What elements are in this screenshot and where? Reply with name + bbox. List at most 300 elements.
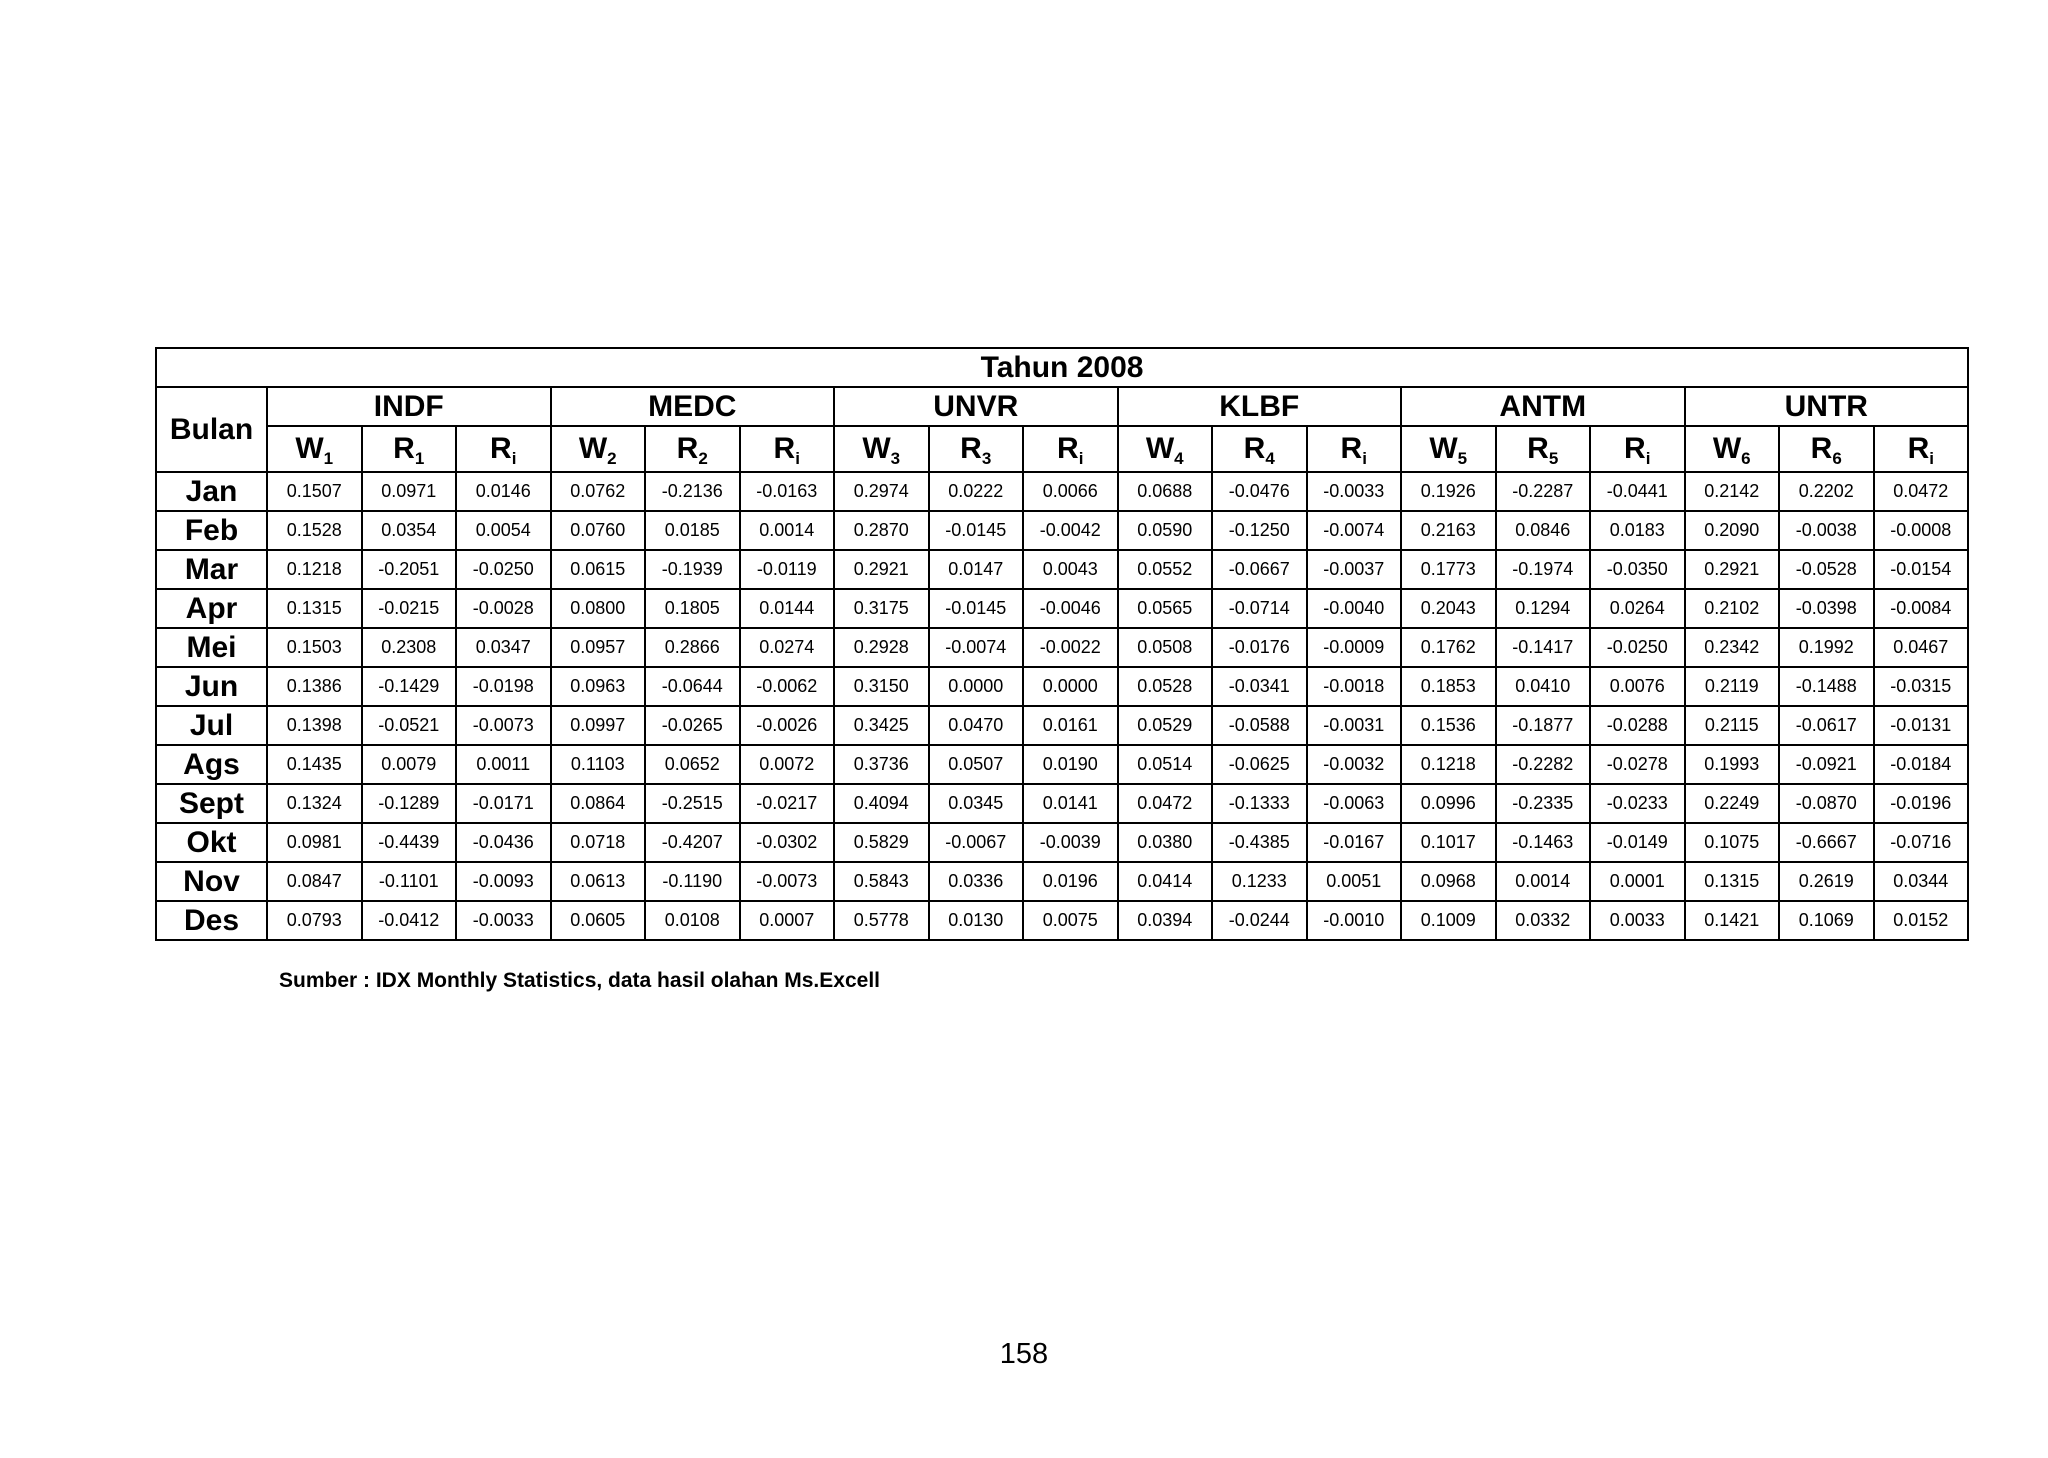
value-cell: 0.3175 — [834, 589, 929, 628]
value-cell: -0.0063 — [1307, 784, 1402, 823]
value-cell: 0.0793 — [267, 901, 362, 940]
value-cell: -0.0528 — [1779, 550, 1874, 589]
value-cell: -0.0167 — [1307, 823, 1402, 862]
variable-subscript: i — [511, 449, 517, 468]
value-cell: -0.0073 — [456, 706, 551, 745]
value-cell: -0.0521 — [362, 706, 457, 745]
value-cell: -0.2051 — [362, 550, 457, 589]
value-cell: -0.4439 — [362, 823, 457, 862]
value-cell: 0.1315 — [1685, 862, 1780, 901]
year-header-row — [156, 348, 1968, 387]
variable-symbol: R — [773, 432, 796, 465]
value-cell: 0.0552 — [1118, 550, 1213, 589]
value-cell: 0.0529 — [1118, 706, 1213, 745]
value-cell: -0.4207 — [645, 823, 740, 862]
variable-header — [1212, 426, 1307, 472]
variable-subscript: 2 — [698, 449, 708, 468]
value-cell: 0.0957 — [551, 628, 646, 667]
value-cell: 0.2928 — [834, 628, 929, 667]
variable-subscript: i — [795, 449, 800, 468]
value-cell: 0.0864 — [551, 784, 646, 823]
month-label: Jun — [156, 667, 267, 706]
value-cell: 0.2866 — [645, 628, 740, 667]
value-cell: -0.0009 — [1307, 628, 1402, 667]
value-cell: 0.1294 — [1496, 589, 1591, 628]
value-cell: 0.0185 — [645, 511, 740, 550]
variable-header — [362, 426, 457, 472]
company-header: UNVR — [834, 387, 1118, 426]
value-cell: -0.0476 — [1212, 472, 1307, 511]
month-column-header: Bulan — [156, 387, 267, 472]
value-cell: 0.2249 — [1685, 784, 1780, 823]
value-cell: 0.0152 — [1874, 901, 1969, 940]
value-cell: -0.0278 — [1590, 745, 1685, 784]
value-cell: 0.0467 — [1874, 628, 1969, 667]
value-cell: -0.1101 — [362, 862, 457, 901]
value-cell: 0.0007 — [740, 901, 835, 940]
variable-subscript: 5 — [1457, 449, 1468, 468]
variable-header — [834, 426, 929, 472]
value-cell: -0.0145 — [929, 511, 1024, 550]
company-header: MEDC — [551, 387, 835, 426]
value-cell: -0.0870 — [1779, 784, 1874, 823]
value-cell: 0.0996 — [1401, 784, 1496, 823]
variable-header — [456, 426, 551, 472]
variable-header — [1590, 426, 1685, 472]
variable-header — [267, 426, 362, 472]
variable-symbol: W — [1712, 432, 1742, 465]
month-label: Des — [156, 901, 267, 940]
value-cell: -0.0031 — [1307, 706, 1402, 745]
value-cell: 0.0613 — [551, 862, 646, 901]
value-cell: 0.0144 — [740, 589, 835, 628]
value-cell: 0.0380 — [1118, 823, 1213, 862]
table-row — [156, 589, 1968, 628]
value-cell: -0.2287 — [1496, 472, 1591, 511]
value-cell: 0.0470 — [929, 706, 1024, 745]
value-cell: -0.0154 — [1874, 550, 1969, 589]
variable-symbol: W — [578, 432, 608, 465]
value-cell: 0.0075 — [1023, 901, 1118, 940]
value-cell: -0.0217 — [740, 784, 835, 823]
value-cell: -0.0250 — [456, 550, 551, 589]
value-cell: -0.0412 — [362, 901, 457, 940]
value-cell: -0.0145 — [929, 589, 1024, 628]
value-cell: 0.0410 — [1496, 667, 1591, 706]
variable-symbol: R — [1907, 432, 1930, 465]
value-cell: 0.2308 — [362, 628, 457, 667]
value-cell: -0.0398 — [1779, 589, 1874, 628]
value-cell: 0.0514 — [1118, 745, 1213, 784]
value-cell: 0.0066 — [1023, 472, 1118, 511]
source-note: Sumber : IDX Monthly Statistics, data hasil olahan Ms.Excell — [279, 969, 880, 992]
value-cell: 0.0141 — [1023, 784, 1118, 823]
value-cell: -0.0039 — [1023, 823, 1118, 862]
month-label: Jul — [156, 706, 267, 745]
value-cell: 0.2043 — [1401, 589, 1496, 628]
value-cell: -0.1463 — [1496, 823, 1591, 862]
variable-subscript: 2 — [607, 449, 617, 468]
table-row — [156, 667, 1968, 706]
value-cell: -0.0215 — [362, 589, 457, 628]
value-cell: 0.2163 — [1401, 511, 1496, 550]
table-body — [156, 472, 1968, 940]
variable-header — [551, 426, 646, 472]
variable-header — [1779, 426, 1874, 472]
value-cell: -0.0033 — [456, 901, 551, 940]
value-cell: -0.1429 — [362, 667, 457, 706]
value-cell: 0.1324 — [267, 784, 362, 823]
value-cell: 0.0394 — [1118, 901, 1213, 940]
value-cell: -0.0032 — [1307, 745, 1402, 784]
table-row — [156, 550, 1968, 589]
value-cell: 0.0590 — [1118, 511, 1213, 550]
value-cell: 0.0347 — [456, 628, 551, 667]
variable-header — [1023, 426, 1118, 472]
value-cell: -0.0302 — [740, 823, 835, 862]
value-cell: -0.0233 — [1590, 784, 1685, 823]
value-cell: 0.0507 — [929, 745, 1024, 784]
month-label: Feb — [156, 511, 267, 550]
variable-symbol: W — [1145, 432, 1175, 465]
month-label: Mar — [156, 550, 267, 589]
value-cell: 0.1218 — [267, 550, 362, 589]
value-cell: 0.0190 — [1023, 745, 1118, 784]
value-cell: -0.0176 — [1212, 628, 1307, 667]
variable-header — [1307, 426, 1402, 472]
value-cell: 0.0472 — [1118, 784, 1213, 823]
value-cell: -0.0042 — [1023, 511, 1118, 550]
month-label: Nov — [156, 862, 267, 901]
value-cell: -0.0250 — [1590, 628, 1685, 667]
value-cell: 0.1315 — [267, 589, 362, 628]
value-cell: 0.2974 — [834, 472, 929, 511]
table-row — [156, 862, 1968, 901]
table-row — [156, 901, 1968, 940]
value-cell: 0.3425 — [834, 706, 929, 745]
value-cell: -0.0022 — [1023, 628, 1118, 667]
value-cell: 0.0001 — [1590, 862, 1685, 901]
variable-symbol: R — [960, 432, 982, 465]
value-cell: 0.1926 — [1401, 472, 1496, 511]
value-cell: 0.0051 — [1307, 862, 1402, 901]
value-cell: 0.0688 — [1118, 472, 1213, 511]
value-cell: -0.1289 — [362, 784, 457, 823]
value-cell: -0.0171 — [456, 784, 551, 823]
company-header: INDF — [267, 387, 551, 426]
returns-table — [155, 347, 1969, 941]
value-cell: -0.0265 — [645, 706, 740, 745]
value-cell: -0.0062 — [740, 667, 835, 706]
value-cell: 0.0222 — [929, 472, 1024, 511]
value-cell: 0.0130 — [929, 901, 1024, 940]
value-cell: -0.1939 — [645, 550, 740, 589]
variable-subscript: 3 — [890, 449, 901, 468]
company-header: ANTM — [1401, 387, 1685, 426]
value-cell: -0.0046 — [1023, 589, 1118, 628]
value-cell: 0.0000 — [1023, 667, 1118, 706]
variable-subscript: i — [1362, 449, 1367, 468]
value-cell: -0.0084 — [1874, 589, 1969, 628]
value-cell: 0.0997 — [551, 706, 646, 745]
value-cell: 0.0196 — [1023, 862, 1118, 901]
value-cell: 0.0054 — [456, 511, 551, 550]
value-cell: 0.0472 — [1874, 472, 1969, 511]
value-cell: 0.1009 — [1401, 901, 1496, 940]
table-row — [156, 706, 1968, 745]
month-label: Ags — [156, 745, 267, 784]
value-cell: -0.2136 — [645, 472, 740, 511]
value-cell: 0.0345 — [929, 784, 1024, 823]
value-cell: -0.0018 — [1307, 667, 1402, 706]
value-cell: 0.0079 — [362, 745, 457, 784]
variable-subscript: i — [1078, 449, 1084, 468]
table-row — [156, 784, 1968, 823]
value-cell: -0.0667 — [1212, 550, 1307, 589]
table-row — [156, 823, 1968, 862]
variable-header — [1401, 426, 1496, 472]
table-row — [156, 628, 1968, 667]
value-cell: 0.0800 — [551, 589, 646, 628]
value-cell: 0.0414 — [1118, 862, 1213, 901]
month-label: Mei — [156, 628, 267, 667]
table-row — [156, 472, 1968, 511]
value-cell: 0.1103 — [551, 745, 646, 784]
value-cell: 0.0981 — [267, 823, 362, 862]
value-cell: -0.0341 — [1212, 667, 1307, 706]
value-cell: -0.0074 — [929, 628, 1024, 667]
variable-subscript: 4 — [1174, 449, 1184, 468]
month-label: Sept — [156, 784, 267, 823]
value-cell: 0.1218 — [1401, 745, 1496, 784]
value-cell: -0.0921 — [1779, 745, 1874, 784]
variable-subscript: 5 — [1548, 449, 1559, 468]
value-cell: 0.0508 — [1118, 628, 1213, 667]
variable-symbol: R — [1527, 432, 1549, 465]
value-cell: 0.2921 — [1685, 550, 1780, 589]
value-cell: -0.0008 — [1874, 511, 1969, 550]
variable-symbol: R — [1243, 432, 1266, 465]
value-cell: 0.1398 — [267, 706, 362, 745]
value-cell: 0.1536 — [1401, 706, 1496, 745]
value-cell: -0.2515 — [645, 784, 740, 823]
variable-header — [1118, 426, 1213, 472]
value-cell: 0.1773 — [1401, 550, 1496, 589]
value-cell: 0.0963 — [551, 667, 646, 706]
value-cell: -0.0028 — [456, 589, 551, 628]
table-row — [156, 511, 1968, 550]
value-cell: -0.1488 — [1779, 667, 1874, 706]
company-header: KLBF — [1118, 387, 1402, 426]
variable-header — [1685, 426, 1780, 472]
value-cell: 0.0146 — [456, 472, 551, 511]
variable-symbol: R — [393, 432, 415, 465]
variable-symbol: W — [295, 432, 324, 465]
value-cell: 0.0344 — [1874, 862, 1969, 901]
value-cell: -0.4385 — [1212, 823, 1307, 862]
variable-header — [1496, 426, 1591, 472]
value-cell: 0.1069 — [1779, 901, 1874, 940]
value-cell: 0.1386 — [267, 667, 362, 706]
variable-symbol: W — [862, 432, 891, 465]
value-cell: -0.0198 — [456, 667, 551, 706]
value-cell: 0.0076 — [1590, 667, 1685, 706]
value-cell: 0.0760 — [551, 511, 646, 550]
value-cell: 0.2619 — [1779, 862, 1874, 901]
value-cell: 0.1805 — [645, 589, 740, 628]
value-cell: 0.3736 — [834, 745, 929, 784]
value-cell: 0.1435 — [267, 745, 362, 784]
value-cell: -0.0588 — [1212, 706, 1307, 745]
variable-subscript: 1 — [323, 449, 334, 468]
variable-subscript: 3 — [981, 449, 992, 468]
variable-header-row — [156, 426, 1968, 472]
variable-symbol: R — [1057, 432, 1079, 465]
value-cell: 0.0011 — [456, 745, 551, 784]
value-cell: 0.2202 — [1779, 472, 1874, 511]
value-cell: 0.0762 — [551, 472, 646, 511]
value-cell: 0.0354 — [362, 511, 457, 550]
variable-symbol: R — [676, 432, 699, 465]
month-label: Okt — [156, 823, 267, 862]
variable-subscript: i — [1929, 449, 1934, 468]
value-cell: -0.6667 — [1779, 823, 1874, 862]
value-cell: 0.0605 — [551, 901, 646, 940]
variable-header — [645, 426, 740, 472]
value-cell: 0.0014 — [1496, 862, 1591, 901]
value-cell: -0.2335 — [1496, 784, 1591, 823]
value-cell: -0.0163 — [740, 472, 835, 511]
value-cell: -0.0073 — [740, 862, 835, 901]
value-cell: -0.0196 — [1874, 784, 1969, 823]
value-cell: 0.1993 — [1685, 745, 1780, 784]
value-cell: 0.5829 — [834, 823, 929, 862]
value-cell: -0.2282 — [1496, 745, 1591, 784]
value-cell: -0.0037 — [1307, 550, 1402, 589]
value-cell: -0.0617 — [1779, 706, 1874, 745]
value-cell: -0.0149 — [1590, 823, 1685, 862]
value-cell: 0.5778 — [834, 901, 929, 940]
value-cell: 0.2119 — [1685, 667, 1780, 706]
value-cell: 0.0014 — [740, 511, 835, 550]
value-cell: 0.2115 — [1685, 706, 1780, 745]
value-cell: -0.0436 — [456, 823, 551, 862]
value-cell: 0.1853 — [1401, 667, 1496, 706]
value-cell: -0.1190 — [645, 862, 740, 901]
value-cell: 0.2142 — [1685, 472, 1780, 511]
value-cell: -0.0714 — [1212, 589, 1307, 628]
value-cell: -0.0038 — [1779, 511, 1874, 550]
value-cell: -0.0644 — [645, 667, 740, 706]
value-cell: 0.1233 — [1212, 862, 1307, 901]
value-cell: -0.0010 — [1307, 901, 1402, 940]
value-cell: 0.2342 — [1685, 628, 1780, 667]
variable-symbol: R — [1340, 432, 1363, 465]
value-cell: 0.0336 — [929, 862, 1024, 901]
value-cell: 0.0183 — [1590, 511, 1685, 550]
value-cell: 0.0161 — [1023, 706, 1118, 745]
variable-subscript: i — [1645, 449, 1651, 468]
variable-header — [740, 426, 835, 472]
value-cell: 0.0971 — [362, 472, 457, 511]
value-cell: 0.0108 — [645, 901, 740, 940]
value-cell: 0.2870 — [834, 511, 929, 550]
value-cell: 0.0264 — [1590, 589, 1685, 628]
page-number: 158 — [999, 1338, 1049, 1370]
value-cell: 0.0528 — [1118, 667, 1213, 706]
value-cell: -0.0315 — [1874, 667, 1969, 706]
variable-symbol: W — [1429, 432, 1458, 465]
value-cell: 0.2921 — [834, 550, 929, 589]
value-cell: -0.0288 — [1590, 706, 1685, 745]
value-cell: -0.0026 — [740, 706, 835, 745]
month-label: Jan — [156, 472, 267, 511]
value-cell: -0.1974 — [1496, 550, 1591, 589]
company-header: UNTR — [1685, 387, 1969, 426]
variable-subscript: 6 — [1832, 449, 1842, 468]
value-cell: -0.0716 — [1874, 823, 1969, 862]
value-cell: -0.0625 — [1212, 745, 1307, 784]
variable-subscript: 4 — [1265, 449, 1275, 468]
value-cell: 0.2102 — [1685, 589, 1780, 628]
value-cell: 0.1507 — [267, 472, 362, 511]
table-row — [156, 745, 1968, 784]
value-cell: 0.0043 — [1023, 550, 1118, 589]
variable-header — [1874, 426, 1969, 472]
value-cell: 0.0846 — [1496, 511, 1591, 550]
company-header-row — [156, 387, 1968, 426]
value-cell: 0.0274 — [740, 628, 835, 667]
value-cell: 0.0652 — [645, 745, 740, 784]
value-cell: 0.4094 — [834, 784, 929, 823]
value-cell: -0.0067 — [929, 823, 1024, 862]
value-cell: 0.0615 — [551, 550, 646, 589]
value-cell: 0.0718 — [551, 823, 646, 862]
value-cell: 0.1503 — [267, 628, 362, 667]
value-cell: 0.5843 — [834, 862, 929, 901]
value-cell: -0.0184 — [1874, 745, 1969, 784]
value-cell: -0.0441 — [1590, 472, 1685, 511]
value-cell: -0.1250 — [1212, 511, 1307, 550]
value-cell: -0.1877 — [1496, 706, 1591, 745]
value-cell: -0.0131 — [1874, 706, 1969, 745]
value-cell: 0.0332 — [1496, 901, 1591, 940]
value-cell: -0.0074 — [1307, 511, 1402, 550]
value-cell: 0.2090 — [1685, 511, 1780, 550]
value-cell: 0.0147 — [929, 550, 1024, 589]
value-cell: 0.1528 — [267, 511, 362, 550]
value-cell: -0.0033 — [1307, 472, 1402, 511]
value-cell: 0.0968 — [1401, 862, 1496, 901]
value-cell: 0.1762 — [1401, 628, 1496, 667]
variable-symbol: R — [490, 432, 512, 465]
value-cell: -0.0350 — [1590, 550, 1685, 589]
variable-subscript: 1 — [414, 449, 425, 468]
value-cell: -0.1417 — [1496, 628, 1591, 667]
value-cell: -0.0119 — [740, 550, 835, 589]
value-cell: 0.1075 — [1685, 823, 1780, 862]
value-cell: 0.3150 — [834, 667, 929, 706]
value-cell: 0.0000 — [929, 667, 1024, 706]
variable-symbol: R — [1810, 432, 1833, 465]
year-title: Tahun 2008 — [156, 348, 1968, 387]
value-cell: 0.0072 — [740, 745, 835, 784]
month-label: Apr — [156, 589, 267, 628]
value-cell: 0.1421 — [1685, 901, 1780, 940]
value-cell: -0.0093 — [456, 862, 551, 901]
variable-symbol: R — [1624, 432, 1646, 465]
value-cell: 0.1017 — [1401, 823, 1496, 862]
